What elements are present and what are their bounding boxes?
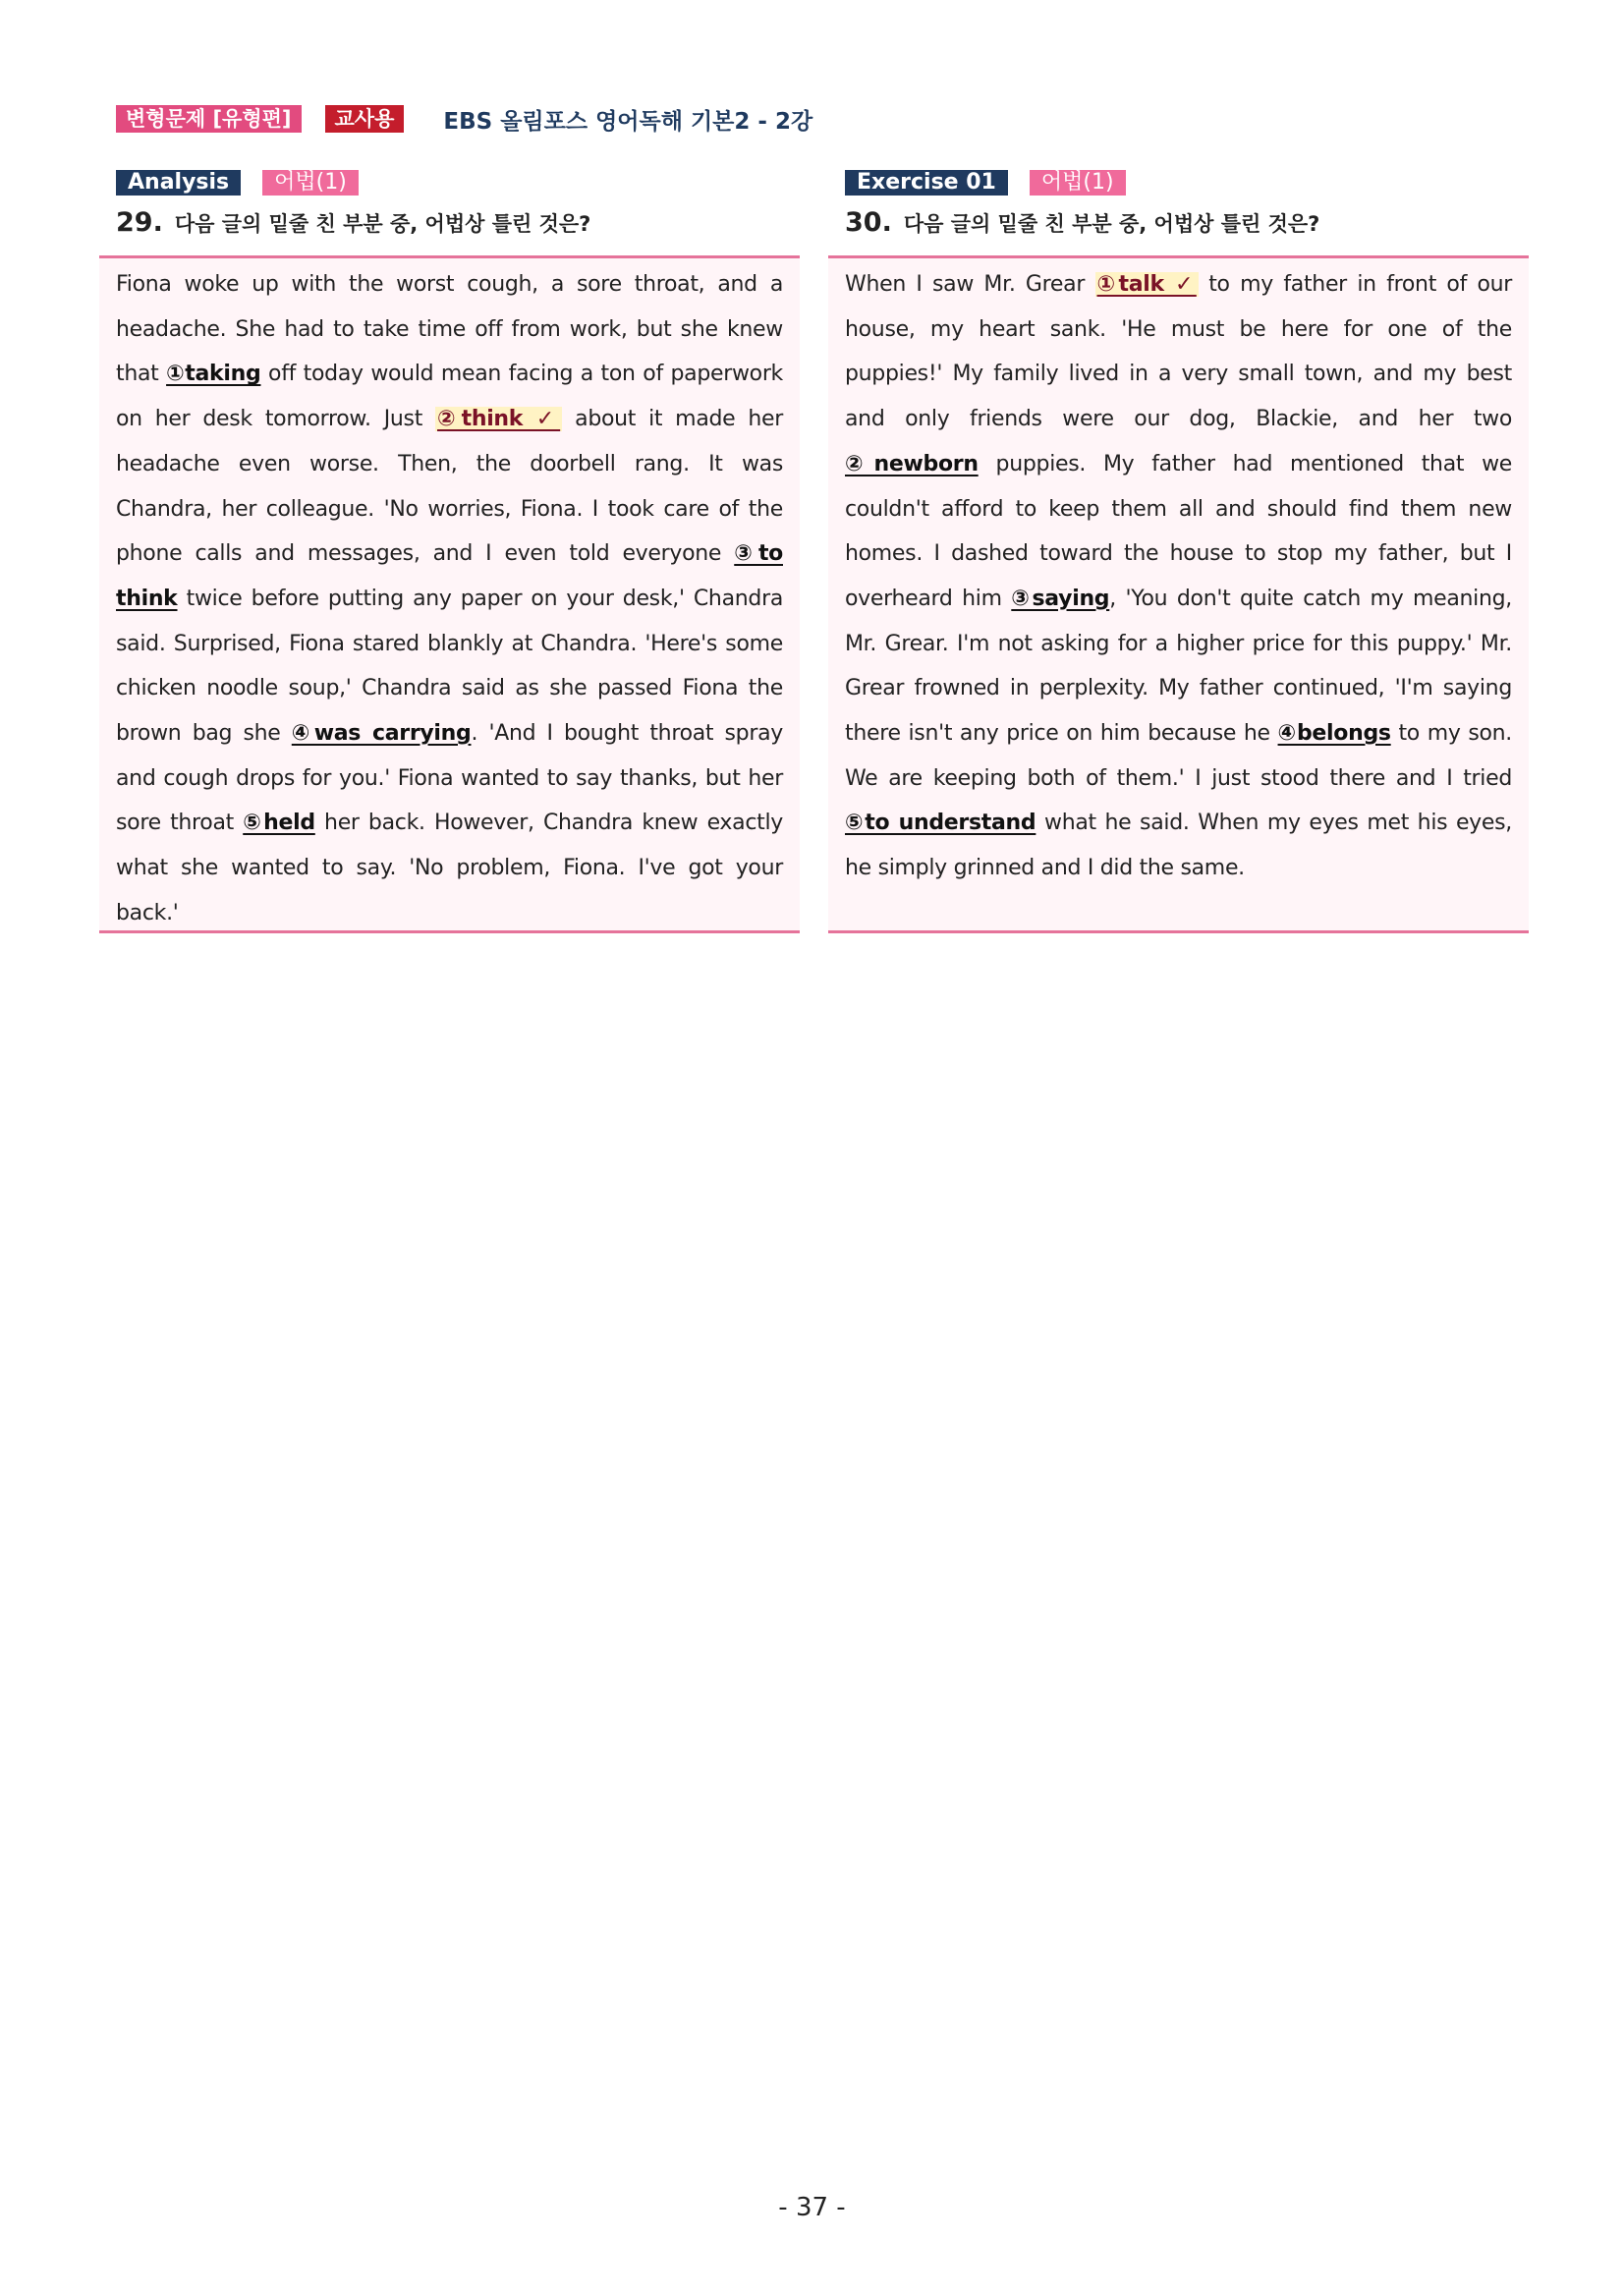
passage-segment: to my father in front of our house, my heart sank. 'He must be here for one of the puppies!' My family lived in a very small town, and my best and only friends were our dog, Blackie, and her two bbox=[845, 272, 1512, 432]
passage-segment: , 'You don't quite catch my meaning, Mr. Grear. I'm not asking for a higher price for this puppy.' Mr. Grear frowned in perplexity. My father continued, 'I'm saying there isn't any price on him because he bbox=[845, 586, 1512, 747]
passage-segment: Fiona woke up with the worst cough, a sore throat, and a headache. She had to take time off from work, but she knew that bbox=[116, 272, 783, 387]
passage-text bbox=[116, 262, 783, 936]
question-number: 29. bbox=[116, 207, 163, 238]
question-30-labels bbox=[828, 169, 1529, 196]
passage-segment: puppies. My father had mentioned that we couldn't afford to keep them all and should find them new homes. I dashed toward the house to stop my father, but I overheard him bbox=[845, 451, 1512, 611]
passage-segment: off today would mean facing a ton of paperwork on her desk tomorrow. Just bbox=[116, 362, 784, 432]
question-30-column bbox=[828, 169, 1529, 933]
passage-segment: . 'And I bought throat spray and cough drops for you.' Fiona wanted to say thanks, but her sore throat bbox=[116, 721, 783, 836]
passage-segment: her back. However, Chandra knew exactly what she wanted to say. 'No problem, Fiona. I've got your back.' bbox=[116, 811, 783, 925]
question-number: 30. bbox=[845, 207, 892, 238]
passage-segment: what he said. When my eyes met his eyes, he simply grinned and I did the same. bbox=[845, 811, 1512, 881]
category-tag: 변형문제 [유형편] bbox=[116, 105, 302, 133]
passage-box bbox=[828, 255, 1529, 933]
underline-5: ⑤to understand bbox=[845, 811, 1036, 836]
question-text: 다음 글의 밑줄 친 부분 중, 어법상 틀린 것은? bbox=[903, 212, 1320, 236]
passage-segment: When I saw Mr. Grear bbox=[845, 272, 1095, 297]
question-29-labels bbox=[99, 169, 800, 196]
exercise-label: Exercise 01 bbox=[845, 170, 1008, 196]
document-title: EBS 올림포스 영어독해 기본2 - 2강 bbox=[443, 108, 813, 135]
passage-box bbox=[99, 255, 800, 933]
underline-3: ③to think bbox=[116, 541, 783, 611]
passage-segment: twice before putting any paper on your desk,' Chandra said. Surprised, Fiona stared blankly at Chandra. 'Here's some chicken noodle soup,' Chandra said as she passed Fiona the brown bag she bbox=[116, 586, 783, 747]
underline-1: ①taking bbox=[166, 362, 261, 387]
underline-3: ③saying bbox=[1011, 586, 1110, 611]
passage-text bbox=[845, 262, 1512, 891]
passage-segment: about it made her headache even worse. Then, the doorbell rang. It was Chandra, her colleague. 'No worries, Fiona. I took care of the phone calls and messages, and I even told everyone bbox=[116, 407, 783, 567]
underline-1-answer: ①talk ✓ bbox=[1096, 272, 1197, 297]
analysis-label: Analysis bbox=[116, 170, 241, 196]
underline-5: ⑤held bbox=[243, 811, 315, 836]
underline-2-answer: ②think ✓ bbox=[437, 407, 561, 432]
teacher-tag: 교사용 bbox=[325, 105, 405, 133]
passage-segment: to my son. We are keeping both of them.' I just stood there and I tried bbox=[845, 721, 1512, 791]
document-header bbox=[116, 104, 812, 134]
grammar-type-label: 어법(1) bbox=[1030, 170, 1126, 196]
grammar-type-label: 어법(1) bbox=[262, 170, 359, 196]
underline-2: ②newborn bbox=[845, 451, 979, 476]
page-number: - 37 - bbox=[778, 2193, 846, 2222]
question-text: 다음 글의 밑줄 친 부분 중, 어법상 틀린 것은? bbox=[174, 212, 591, 236]
underline-4: ④was carrying bbox=[291, 721, 472, 747]
underline-4: ④belongs bbox=[1277, 721, 1391, 747]
question-29-prompt bbox=[99, 206, 800, 240]
question-29-column bbox=[99, 169, 800, 933]
question-30-prompt bbox=[828, 206, 1529, 240]
